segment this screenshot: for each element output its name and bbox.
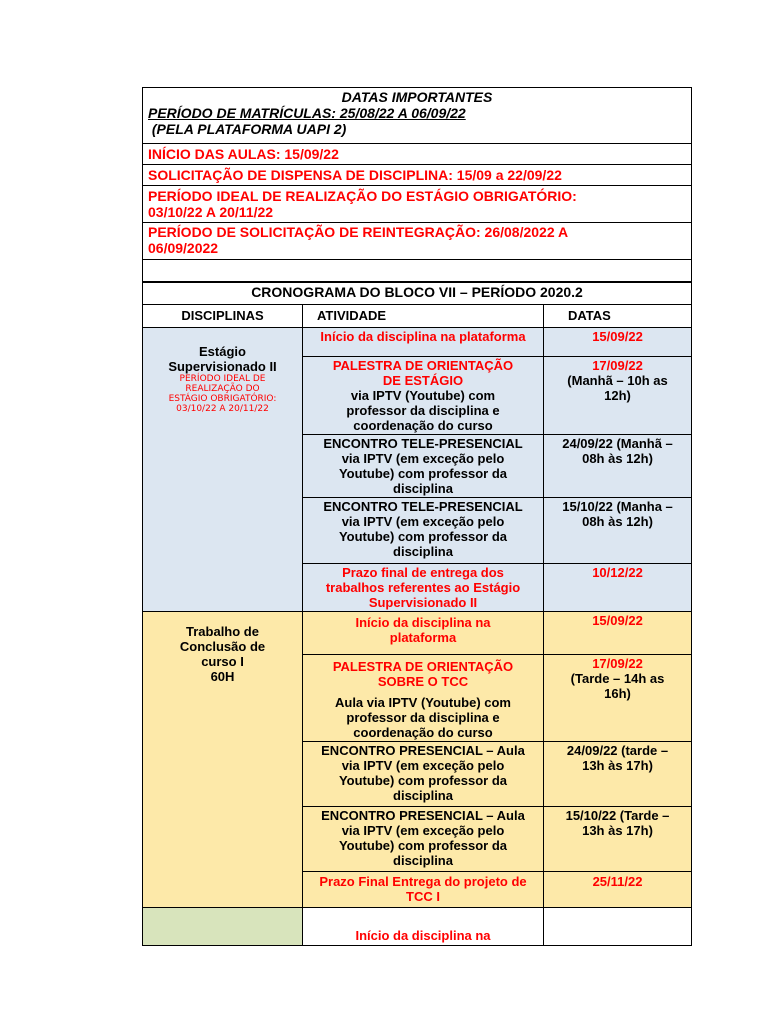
discipline-estagio [143,328,303,612]
estagio-date-5: 10/12/22 [544,564,692,612]
estagio-activity-2-detail: via IPTV (Youtube) com professor da disciplina e coordenação do curso [346,388,500,433]
estagio-activity-5: Prazo final de entrega dos trabalhos referentes ao Estágio Supervisionado II [303,564,544,612]
estagio-activity-3: ENCONTRO TELE-PRESENCIAL via IPTV (em exceção pelo Youtube) com professor da disciplina [303,435,544,498]
tcc-date-2-time: (Tarde – 14h as 16h) [570,671,665,701]
tcc-date-5: 25/11/22 [544,872,692,908]
tcc-activity-4: ENCONTRO PRESENCIAL – Aula via IPTV (em exceção pelo Youtube) com professor da disciplina [303,807,544,872]
tcc-name-line3: curso I [201,654,244,669]
discipline-waiver: SOLICITAÇÃO DE DISPENSA DE DISCIPLINA: 15/09 a 22/09/22 [143,165,692,186]
reinstatement-period [143,223,692,260]
next-date-1 [544,908,692,946]
enrollment-period: PERÍODO DE MATRÍCULAS: 25/08/22 A 06/09/22 [148,105,466,121]
estagio-date-4: 15/10/22 (Manha – 08h às 12h) [544,498,692,564]
tcc-date-1: 15/09/22 [544,612,692,655]
estagio-activity-2 [303,357,544,435]
tcc-activity-5: Prazo Final Entrega do projeto de TCC I [303,872,544,908]
estagio-date-2 [544,357,692,435]
tcc-activity-2-title: PALESTRA DE ORIENTAÇÃO SOBRE O TCC [332,659,514,689]
estagio-activity-2-title: PALESTRA DE ORIENTAÇÃO DE ESTÁGIO [332,358,514,388]
estagio-date-2-time: (Manhã – 10h as 12h) [567,373,668,403]
estagio-note-line4: 03/10/22 A 20/11/22 [176,404,269,414]
important-dates-header [143,88,692,144]
tcc-activity-2 [303,655,544,742]
reinstatement-line2: 06/09/2022 [148,240,219,256]
estagio-activity-1: Início da disciplina na plataforma [303,328,544,357]
estagio-date-1: 15/09/22 [544,328,692,357]
tcc-date-4: 15/10/22 (Tarde – 13h às 17h) [544,807,692,872]
estagio-note-line1: PERÍODO IDEAL DE [179,374,266,384]
tcc-name-line1: Trabalho de [186,624,259,639]
col-header-atividade: ATIVIDADE [303,305,544,328]
reinstatement-line1: PERÍODO DE SOLICITAÇÃO DE REINTEGRAÇÃO: 26/08/2022 A [148,224,569,240]
discipline-next [143,908,303,946]
tcc-activity-2-detail: Aula via IPTV (Youtube) com professor da disciplina e coordenação do curso [334,695,511,740]
estagio-date-3: 24/09/22 (Manhã – 08h às 12h) [544,435,692,498]
estagio-name-line2: Supervisionado II [168,359,277,374]
next-activity-1: Início da disciplina na [303,908,544,946]
tcc-activity-3: ENCONTRO PRESENCIAL – Aula via IPTV (em exceção pelo Youtube) com professor da disciplina [303,742,544,807]
tcc-date-2 [544,655,692,742]
estagio-note-line3: ESTÁGIO OBRIGATÓRIO: [168,394,277,404]
tcc-name-line4: 60H [210,669,235,684]
estagio-note-line2: REALIZAÇÃO DO [185,384,260,394]
col-header-disciplinas: DISCIPLINAS [143,305,303,328]
tcc-date-3: 24/09/22 (tarde – 13h às 17h) [544,742,692,807]
internship-period-line2: 03/10/22 A 20/11/22 [148,204,274,220]
schedule-table [142,281,692,946]
col-header-datas: DATAS [544,305,692,328]
discipline-tcc [143,612,303,908]
classes-start: INÍCIO DAS AULAS: 15/09/22 [143,144,692,165]
schedule-title: CRONOGRAMA DO BLOCO VII – PERÍODO 2020.2 [143,282,692,305]
empty-row [143,260,692,283]
important-dates-title: DATAS IMPORTANTES [341,89,493,105]
tcc-name-line2: Conclusão de [179,639,266,654]
tcc-date-2-date: 17/09/22 [592,656,643,671]
internship-period-line1: PERÍODO IDEAL DE REALIZAÇÃO DO ESTÁGIO OBRIGATÓRIO: [148,188,577,204]
internship-period [143,186,692,223]
enrollment-platform: (PELA PLATAFORMA UAPI 2) [148,121,347,137]
estagio-activity-4: ENCONTRO TELE-PRESENCIAL via IPTV (em exceção pelo Youtube) com professor da disciplina [303,498,544,564]
estagio-date-2-date: 17/09/22 [592,358,643,373]
tcc-activity-1: Início da disciplina na plataforma [303,612,544,655]
important-dates-table [142,87,692,283]
estagio-name-line1: Estágio [199,344,246,359]
